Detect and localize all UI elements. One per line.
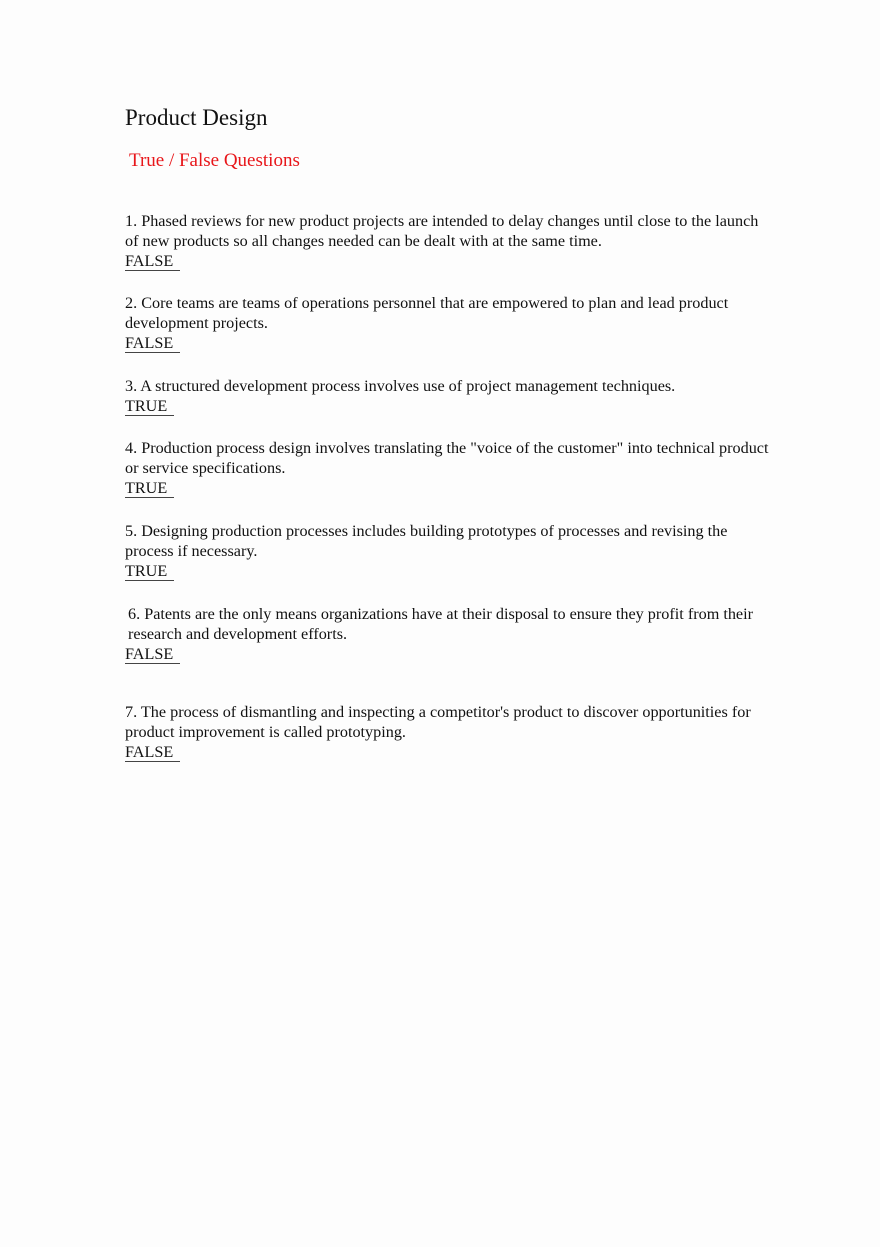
section-subtitle: True / False Questions [129,150,300,171]
answer-label: FALSE [125,646,180,664]
question-6 [125,604,775,664]
answer-label: TRUE [125,398,174,416]
question-7 [125,702,775,762]
answer-label: FALSE [125,335,180,353]
question-text: 6. Patents are the only means organizations have at their disposal to ensure they profit from their research and development efforts. [128,605,753,643]
answer-label: TRUE [125,480,174,498]
answer-label: FALSE [125,253,180,271]
page-title: Product Design [125,105,268,130]
question-text: 4. Production process design involves translating the "voice of the customer" into technical product or service specifications. [125,439,769,477]
question-3 [125,376,775,416]
question-2 [125,293,775,353]
question-text: 2. Core teams are teams of operations personnel that are empowered to plan and lead product development projects. [125,294,729,332]
question-5 [125,521,775,581]
answer-label: FALSE [125,744,180,762]
question-4 [125,438,775,498]
question-text: 7. The process of dismantling and inspecting a competitor's product to discover opportunities for product improvement is called prototyping. [125,703,751,741]
question-1 [125,211,775,271]
question-text: 5. Designing production processes includes building prototypes of processes and revising the process if necessary. [125,522,728,560]
question-text: 1. Phased reviews for new product projects are intended to delay changes until close to the launch of new products so all changes needed can be dealt with at the same time. [125,212,759,250]
answer-label: TRUE [125,563,174,581]
question-text: 3. A structured development process involves use of project management techniques. [125,377,676,395]
